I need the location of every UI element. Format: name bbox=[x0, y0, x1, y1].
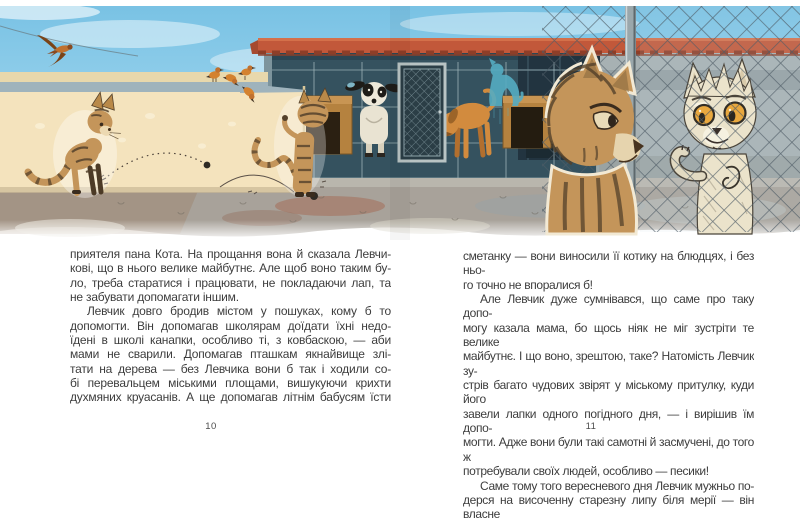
text-line: сметанку — вони виносили її котику на блюдцях, і без ньо- bbox=[463, 249, 754, 278]
text-line: ло, треба старатися і працювати, не покладаючи лап, та bbox=[70, 275, 391, 290]
text-line: го точно не впоралися б! bbox=[463, 277, 593, 292]
page-number-left: 10 bbox=[205, 421, 217, 432]
text-line: могти. Адже вони були такі самотні й засмучені, до того ж bbox=[463, 435, 754, 464]
text-line: Саме тому того вересневого дня Левчик мужньо по- bbox=[480, 478, 754, 493]
text-line: не забувати допомагати іншим. bbox=[70, 290, 239, 305]
text-line: кові, що в нього велике майбутнє. Але щоб воно таким бу- bbox=[70, 261, 391, 276]
text-line: тати на дерева — без Левчика вони б так і ходили со- bbox=[70, 361, 391, 376]
spread-illustration bbox=[0, 6, 800, 240]
text-line: стрів багато чудових звірят у міському притулку, куди його bbox=[463, 378, 754, 407]
courtyard-wall bbox=[0, 72, 306, 193]
text-line: потребували своїх людей, особливо — песики! bbox=[463, 464, 709, 479]
tabby-cat-levchyk bbox=[546, 48, 644, 234]
text-line: приятеля пана Кота. На прощання вона й сказала Левчи- bbox=[70, 247, 391, 261]
text-line: Але Левчик дуже сумнівався, що саме про таку допо- bbox=[463, 292, 754, 321]
text-line: допомогти. Він допомагав школярам доїдати їхні недо- bbox=[70, 318, 391, 333]
left-page-text bbox=[70, 247, 391, 405]
text-line: духмяних круасанів. А ще допомагав літнім бабусям їсти bbox=[70, 390, 391, 405]
text-line: завели лапки одного погідного дня, — і вирішив їм допо- bbox=[463, 406, 754, 436]
text-line: Левчик довго бродив містом у пошуках, кому б то bbox=[87, 304, 391, 319]
text-line: мами не сварили. Допомагав пташкам якнайвище злі- bbox=[70, 347, 391, 362]
right-page-text bbox=[463, 249, 754, 522]
page-number-right: 11 bbox=[585, 421, 597, 432]
text-line: майбутнє. І що воно, зрештою, таке? Натомість Левчик зу- bbox=[463, 349, 754, 378]
text-line: бі перевальцем міськими площами, вишукуючи крихти bbox=[70, 376, 391, 391]
text-line: дерся на височенну старезну липу біля мерії — він власне bbox=[463, 492, 754, 522]
spine-shadow bbox=[390, 6, 410, 240]
text-line: могу казала мама, бо щось ніяк не міг зустріти те велике bbox=[463, 320, 754, 350]
text-line: їдені в школі канапки, особливо ті, з ковбаскою, — аби bbox=[70, 333, 391, 348]
